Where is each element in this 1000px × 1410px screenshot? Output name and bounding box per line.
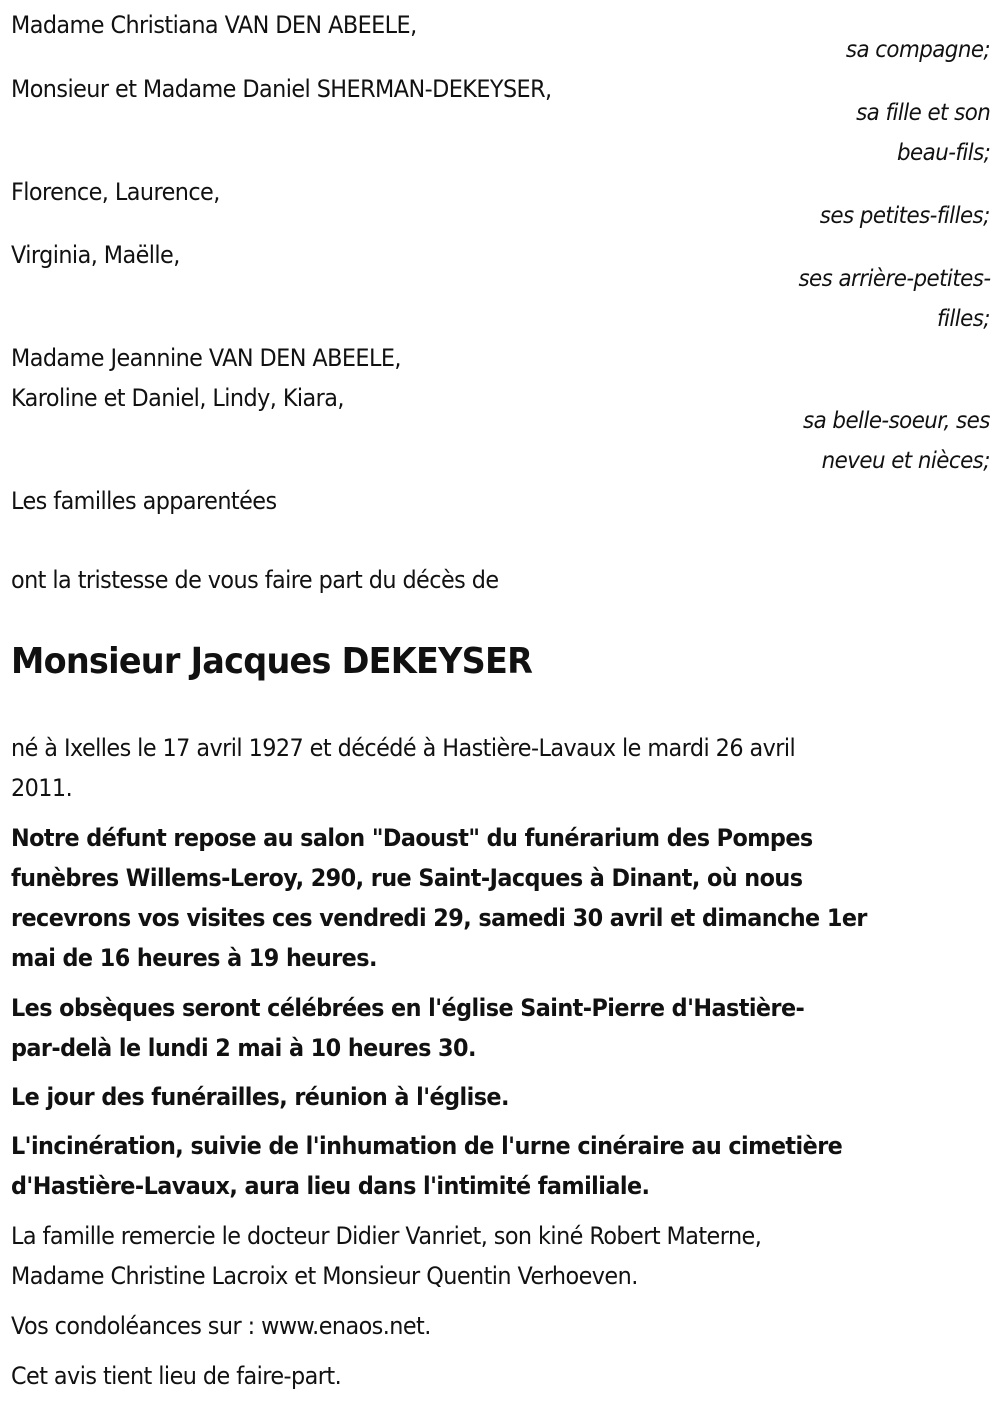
funeral-text: Les obsèques seront célébrées en l'église Saint-Pierre d'Hastière- [11, 994, 805, 1022]
family-relation: filles; [937, 306, 990, 332]
family-relation: sa compagne; [845, 37, 990, 63]
closing-text: Cet avis tient lieu de faire-part. [11, 1362, 342, 1390]
visitation-text: mai de 16 heures à 19 heures. [11, 944, 377, 972]
visitation-text: funèbres Willems-Leroy, 290, rue Saint-Jacques à Dinant, où nous [11, 864, 803, 892]
family-name: Karoline et Daniel, Lindy, Kiara, [11, 384, 344, 412]
condolences-text: Vos condoléances sur : www.enaos.net. [11, 1312, 431, 1340]
family-relation: sa fille et son [855, 100, 990, 126]
family-relation: neveu et nièces; [821, 448, 990, 474]
birth-death-text: né à Ixelles le 17 avril 1927 et décédé à Hastière-Lavaux le mardi 26 avril [11, 734, 796, 762]
family-relation: sa belle-soeur, ses [803, 408, 990, 434]
announcement-text: ont la tristesse de vous faire part du décès de [11, 566, 499, 594]
family-name: Virginia, Maëlle, [11, 241, 180, 269]
deceased-name: Monsieur Jacques DEKEYSER [11, 641, 533, 682]
family-relation: ses petites-filles; [819, 203, 990, 229]
family-name: Madame Christiana VAN DEN ABEELE, [11, 11, 417, 39]
family-name: Les familles apparentées [11, 487, 277, 515]
funeral-text: par-delà le lundi 2 mai à 10 heures 30. [11, 1034, 476, 1062]
cremation-text: d'Hastière-Lavaux, aura lieu dans l'intimité familiale. [11, 1172, 650, 1200]
family-name: Monsieur et Madame Daniel SHERMAN-DEKEYSER, [11, 75, 552, 103]
meeting-text: Le jour des funérailles, réunion à l'église. [11, 1083, 509, 1111]
family-relation: ses arrière-petites- [797, 266, 990, 292]
family-name: Florence, Laurence, [11, 178, 220, 206]
thanks-text: Madame Christine Lacroix et Monsieur Quentin Verhoeven. [11, 1262, 638, 1290]
thanks-text: La famille remercie le docteur Didier Vanriet, son kiné Robert Materne, [11, 1222, 762, 1250]
birth-death-text: 2011. [11, 774, 73, 802]
cremation-text: L'incinération, suivie de l'inhumation de l'urne cinéraire au cimetière [11, 1132, 843, 1160]
visitation-text: Notre défunt repose au salon "Daoust" du funérarium des Pompes [11, 824, 813, 852]
family-relation: beau-fils; [896, 140, 990, 166]
family-name: Madame Jeannine VAN DEN ABEELE, [11, 344, 401, 372]
visitation-text: recevrons vos visites ces vendredi 29, samedi 30 avril et dimanche 1er [11, 904, 867, 932]
